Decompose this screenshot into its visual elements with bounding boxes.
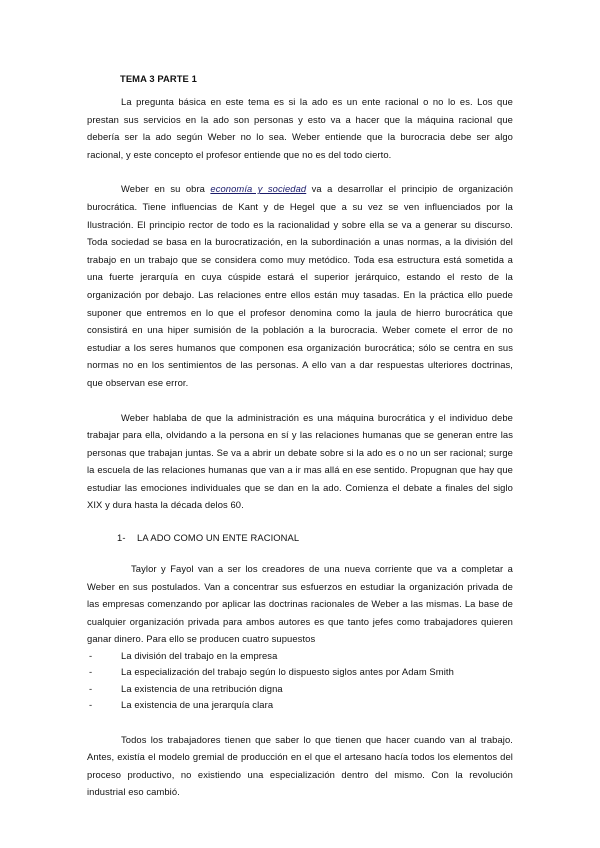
paragraph-weber-work-lead: Weber en su obra [121, 183, 211, 195]
list-item: - La especialización del trabajo según lo dispuesto siglos antes por Adam Smith [87, 664, 513, 680]
section-heading [117, 529, 513, 546]
paragraph-workers: Todos los trabajadores tienen que saber lo que tienen que hacer cuando van al trabajo. Antes, existía el modelo gremial de producción en el que el artesano hacía todos los elementos del proceso productivo, no existiendo una especialización dentro del mismo. Con la revolución industrial eso cambió. [87, 733, 513, 798]
paragraph-taylor-fayol: Taylor y Fayol van a ser los creadores de una nueva corriente que va a completar a Weber en sus postulados. Van a concentrar sus esfuerzos en estudiar la organización privada de las empresas comenzando por aplicar las doctrinas racionales de Weber a las mismas. La base de cualquier organización privada para ambos autores es que tanto jefes como trabajadores quieren ganar dinero. Para ello se producen cuatro supuestos [87, 563, 513, 645]
section-heading-text: LA ADO COMO UN ENTE RACIONAL [137, 532, 300, 544]
list-item: - La existencia de una retribución digna [87, 681, 513, 697]
paragraph-intro: La pregunta básica en este tema es si la ado es un ente racional o no lo es. Los que prestan sus servicios en la ado son personas y esto va a hacer que la máquina racional que debería ser la ado según Weber no lo sea. Weber entiende que la burocracia debe ser algo racional, y este concepto el profesor entiende que no es del todo cierto. [87, 96, 513, 160]
document-title: TEMA 3 PARTE 1 [120, 73, 197, 84]
paragraph-administration: Weber hablaba de que la administración es una máquina burocrática y el individuo debe trabajar para ella, olvidando a la persona en sí y las relaciones humanas que se generan entre las personas que trabajan juntas. Se va a abrir un debate sobre si la ado es o no un ser racional; surge la escuela de las relaciones humanas que van a ir mas allá en ese sentido. Propugnan que hay que estudiar las emociones individuales que se dan en la ado. Comienza el debate a finales del siglo XIX y dura hasta la década delos 60. [87, 411, 513, 511]
list-dash: - [89, 650, 93, 662]
paragraph-weber-work [87, 180, 513, 391]
section-number: 1- [117, 532, 126, 544]
list-item: - La existencia de una jerarquía clara [87, 697, 513, 713]
assumptions-list [87, 648, 513, 714]
list-dash: - [89, 682, 93, 694]
book-title-link[interactable]: economía y sociedad [210, 183, 307, 195]
list-dash: - [89, 666, 93, 678]
document-body [87, 70, 513, 801]
list-item: - La división del trabajo en la empresa [87, 648, 513, 664]
paragraph-weber-work-rest: va a desarrollar el principio de organización burocrática. Tiene influencias de Kant y de Hegel que a su vez se ven influenciados por la Ilustración. El principio rector de todo es la racionalidad y sobre ella se va a generar su discurso. Toda sociedad se basa en la burocratización, en la subordinación a unas normas, a la división del trabajo en un trabajo que se considera como muy metódico. Toda esa estructura está sometida a una fuerte jerarquía en cuya cúspide estará el superior jerárquico, estando el resto de la organización por debajo. Las relaciones entre ellos están muy tasadas. En la práctica ello puede suponer que entremos en lo que el profesor denomina como la jaula de hierro burocrática que consistirá en una hiper sumisión de la población a la burocracia. Weber comete el error de no estudiar a los seres humanos que componen esa organización burocrática; sólo se centra en sus normas no en los sentimientos de las personas. A ello van a dar respuestas ulteriores doctrinas, que observan ese error. [87, 183, 514, 388]
list-dash: - [89, 699, 93, 711]
